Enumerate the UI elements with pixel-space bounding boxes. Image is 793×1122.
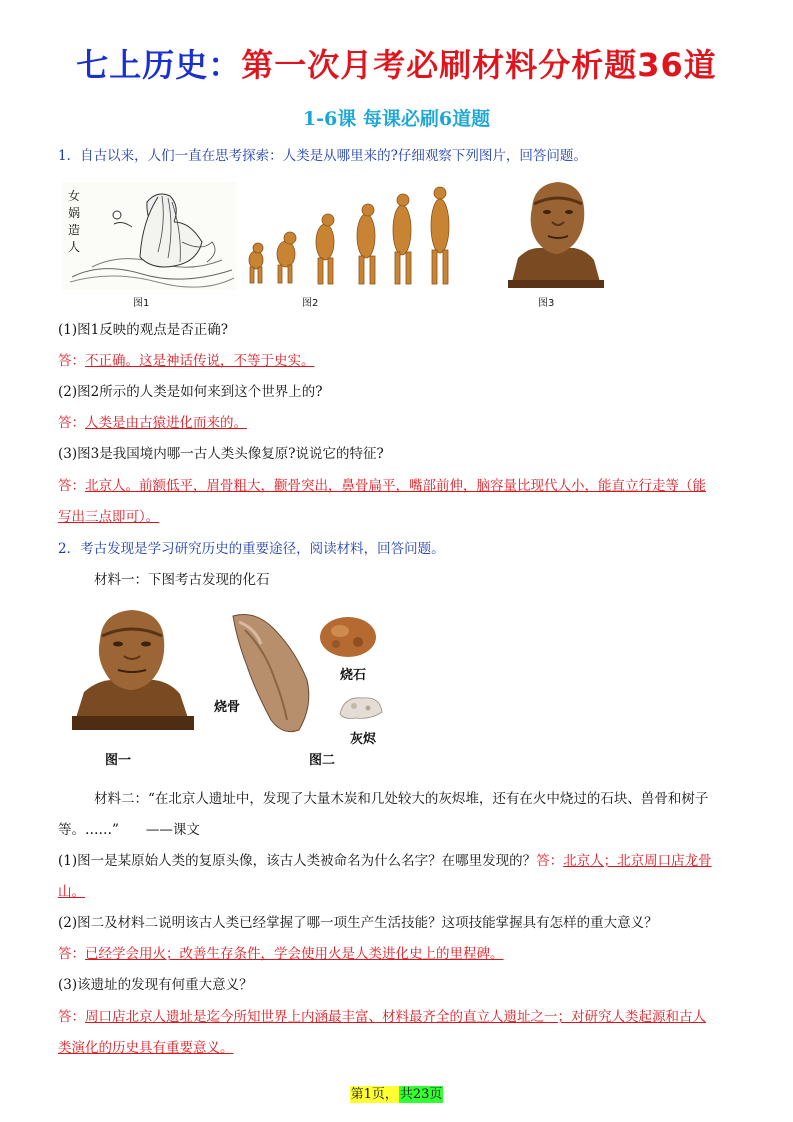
q2-answer2: 答：已经学会用火；改善生存条件，学会使用火是人类进化史上的里程碑。 xyxy=(58,946,504,962)
q2-sub1: (1)图一是某原始人类的复原头像，该古人类被命名为什么名字？在哪里发现的？答：北京人；北京周口店龙骨 xyxy=(58,853,712,869)
label-ash: 灰烬 xyxy=(350,732,377,747)
ash-image xyxy=(336,690,386,722)
nuwa-label: 女娲造人 xyxy=(68,189,81,254)
caption-fig1: 图1 xyxy=(133,298,150,309)
caption-fig3: 图3 xyxy=(538,298,555,309)
q1-answer3-line2: 写出三点即可）。 xyxy=(58,509,160,525)
q2-sub2: (2)图二及材料二说明该古人类已经掌握了哪一项生产生活技能？这项技能掌握具有怎样的重大意义？ xyxy=(58,915,658,931)
q2-answer1-line2: 山。 xyxy=(58,884,85,900)
q1-answer3-line1: 答：北京人。前额低平，眉骨粗大，颧骨突出，鼻骨扁平，嘴部前伸，脑容量比现代人小，能直立行走等（能 xyxy=(58,478,706,494)
caption-fig2: 图2 xyxy=(302,298,319,309)
burnt-stone-image xyxy=(318,614,378,660)
label-burnt-bone: 烧骨 xyxy=(214,700,241,715)
page-footer xyxy=(0,1083,793,1102)
q1-sub3: (3)图3是我国境内哪一古人类头像复原?说说它的特征? xyxy=(58,446,384,462)
fossil-bust-image xyxy=(72,606,194,730)
q2-material2-line1: 材料二：“在北京人遗址中，发现了大量木炭和几处较大的灰烬堆，还有在火中烧过的石块、兽骨和树子 xyxy=(94,791,709,807)
title-part2: 第一次月考必刷材料分析题36道 xyxy=(241,46,717,84)
peking-man-bust-image xyxy=(508,178,604,288)
evolution-image xyxy=(240,180,470,290)
page-number: 第1页， xyxy=(350,1087,398,1102)
q2-answer3-line1: 答：周口店北京人遗址是迄今所知世界上内涵最丰富、材料最齐全的直立人遗址之一；对研究人类起源和古人 xyxy=(58,1009,706,1025)
q2-stem: 2．考古发现是学习研究历史的重要途径，阅读材料，回答问题。 xyxy=(58,541,445,557)
label-fig1: 图一 xyxy=(105,753,132,768)
q2-sub3: (3)该遗址的发现有何重大意义？ xyxy=(58,977,253,993)
label-fig2: 图二 xyxy=(309,753,336,768)
page-title xyxy=(0,40,793,86)
q2-material2-line2: 等。……” ——课文 xyxy=(58,822,200,838)
title-part1: 七上历史： xyxy=(76,46,242,84)
q2-answer3-line2: 类演化的历史具有重要意义。 xyxy=(58,1040,234,1056)
q1-answer2: 答：人类是由古猿进化而来的。 xyxy=(58,415,247,431)
subtitle: 1-6课 每课必刷6道题 xyxy=(302,108,491,130)
nuwa-image xyxy=(62,182,237,290)
q1-stem: 1．自古以来，人们一直在思考探索：人类是从哪里来的?仔细观察下列图片，回答问题。 xyxy=(58,148,587,164)
burnt-bone-image xyxy=(225,610,315,738)
label-burnt-stone: 烧石 xyxy=(340,668,367,683)
q2-material1: 材料一：下图考古发现的化石 xyxy=(94,572,270,588)
page-total: 共23页 xyxy=(399,1087,443,1102)
q1-sub2: (2)图2所示的人类是如何来到这个世界上的? xyxy=(58,384,323,400)
q1-sub1: (1)图1反映的观点是否正确? xyxy=(58,322,228,338)
q1-answer1: 答：不正确。这是神话传说，不等于史实。 xyxy=(58,353,315,369)
